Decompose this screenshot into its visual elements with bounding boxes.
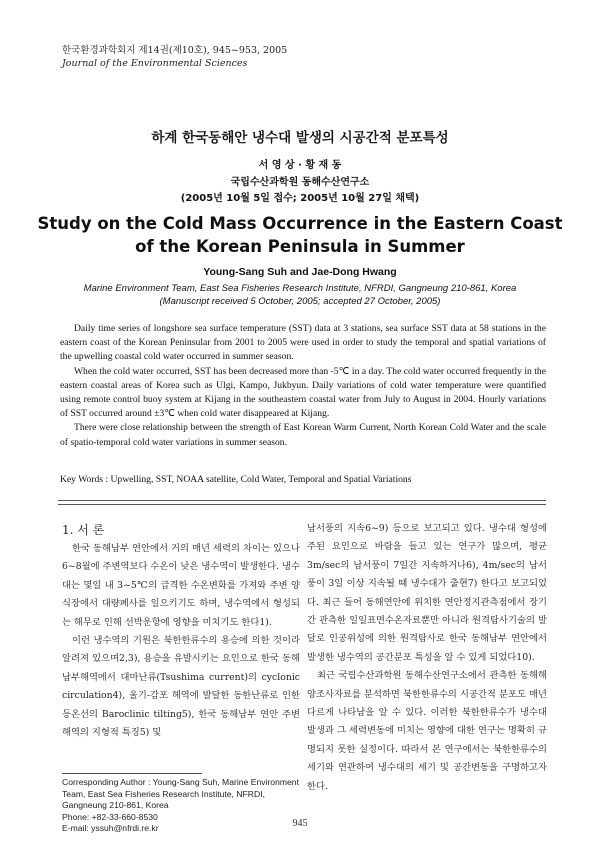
english-title [30, 212, 570, 258]
intro-paragraph-2: 이런 냉수역의 기원은 북한한류수의 용승에 의한 것이라 알려져 있으며2,3), 용승을 유발시키는 요인으로 한국 동해남부해역에서 대마난류(Tsushima current)의 cyclonic circulation4), 울기-감포 해역에 발달한 동한난류로 인한 등온선의 Baroclinic tilting5), 한국 동해남부 연안 주변 해역의 지형적 특징5) 및 [62, 635, 300, 739]
english-title-line1: Study on the Cold Mass Occurrence in the Eastern Coast [37, 214, 563, 233]
keywords: Key Words : Upwelling, SST, NOAA satellite, Cold Water, Temporal and Spatial Variations [60, 474, 412, 485]
section-heading: 1. 서 론 [62, 523, 105, 537]
manuscript-dates: (Manuscript received 5 October, 2005; accepted 27 October, 2005) [159, 296, 441, 307]
korean-title: 하계 한국동해안 냉수대 발생의 시공간적 분포특성 [151, 130, 449, 146]
abstract-paragraph-1: Daily time series of longshore sea surface temperature (SST) data at 3 stations, sea surface SST data at 58 stations in the eastern coast of the Korean Peninsular from 2001 to 2005 were used in order to study the temporal and spatial variations of the upwelling coastal cold water occurred in summer season. [60, 323, 546, 363]
korean-institution: 국립수산과학원 동해수산연구소 [230, 177, 370, 188]
footnote-email: E-mail: yssuh@nfrdi.re.kr [62, 823, 159, 834]
english-title-line2: of the Korean Peninsula in Summer [135, 237, 465, 256]
intro-paragraph-1: 한국 동해남부 연안에서 거의 매년 세력의 차이는 있으나 6~8월에 주변역보다 수온이 낮은 냉수역이 발생한다. 냉수대는 몇일 내 3~5℃의 급격한 수온변화를 가져와 주변 양식장에서 대량폐사를 일으키기도 하며, 냉수역에서 형성되는 해무로 인해 선박운항에 영향을 미치기도 한다1). [62, 543, 300, 628]
right-column [307, 520, 547, 796]
journal-header [62, 44, 287, 70]
left-column [62, 520, 300, 742]
abstract-paragraph-2: When the cold water occurred, SST has been decreased more than -5℃ in a day. The cold water occurred frequently in the eastern coastal areas of Korea such as Ulgi, Kampo, Jukbyun. Daily variations of cold water temperature were quantified using remote control buoy system at Kijang in the southeastern coastal water from July to August in 2004. Hourly variations of SST occurred around ±3℃ when cold water disappeared at Kijang. [60, 365, 546, 420]
korean-received-date: (2005년 10월 5일 접수; 2005년 10월 27일 채택) [180, 193, 420, 204]
intro-paragraph-3: 남서풍의 지속6~9) 등으로 보고되고 있다. 냉수대 형성에 주된 요인으로 바람을 들고 있는 연구가 많으며, 평균 3m/sec의 남서풍이 7일간 지속하거나6), 4m/sec의 남서풍이 3일 이상 지속될 때 냉수대가 출현7) 한다고 보고되었다. 최근 들어 동해연안에 위치한 연안정지관측점에서 장기간 관측한 일일표면수온자료뿐만 아니라 원격탐사기술의 발달로 인공위성에 의한 원격탐사로 한국 동해남부 연안에서 발생한 냉수역의 공간분포 특성을 알 수 있게 되었다10). [307, 523, 547, 663]
footnote-author: Corresponding Author : Young-Sang Suh, Marine Environment Team, East Sea Fisheries Research Institute, NFRDI, Gangneung 210-861, Korea [62, 777, 299, 811]
journal-citation: 한국환경과학회지 제14권(제10호), 945~953, 2005 [62, 45, 288, 56]
footnote-phone: Phone: +82-33-660-8530 [62, 811, 158, 822]
intro-paragraph-4: 최근 국립수산과학원 동해수산연구소에서 관측한 동해해양조사자료를 분석하면 북한한류수의 시공간적 분포도 매년 다르게 나타남을 알 수 있다. 이러한 북한한류수가 냉수대 발생과 그 세력변동에 미치는 영향에 대한 연구는 명확히 규명되지 못한 실정이다. 따라서 본 연구에서는 북한한류수의 세기와 연관하여 냉수대의 세기 및 공간변동을 구명하고자 한다. [307, 670, 547, 792]
footnote-rule [62, 773, 202, 774]
english-authors: Young-Sang Suh and Jae-Dong Hwang [203, 266, 397, 278]
section-divider [58, 500, 546, 501]
abstract-paragraph-3: There were close relationship between the strength of East Korean Warm Current, North Korean Cold Water and the scale of spatio-temporal cold water variations in summer season. [60, 422, 546, 448]
affiliation-line: Marine Environment Team, East Sea Fisheries Research Institute, NFRDI, Gangneung 210-861, Korea [83, 283, 517, 294]
english-affiliation [0, 282, 600, 308]
abstract [60, 322, 546, 450]
page-number: 945 [292, 818, 308, 829]
korean-authors: 서 영 상 · 황 재 동 [258, 160, 342, 171]
section-divider-double [58, 504, 546, 505]
journal-name: Journal of the Environmental Sciences [62, 58, 248, 69]
